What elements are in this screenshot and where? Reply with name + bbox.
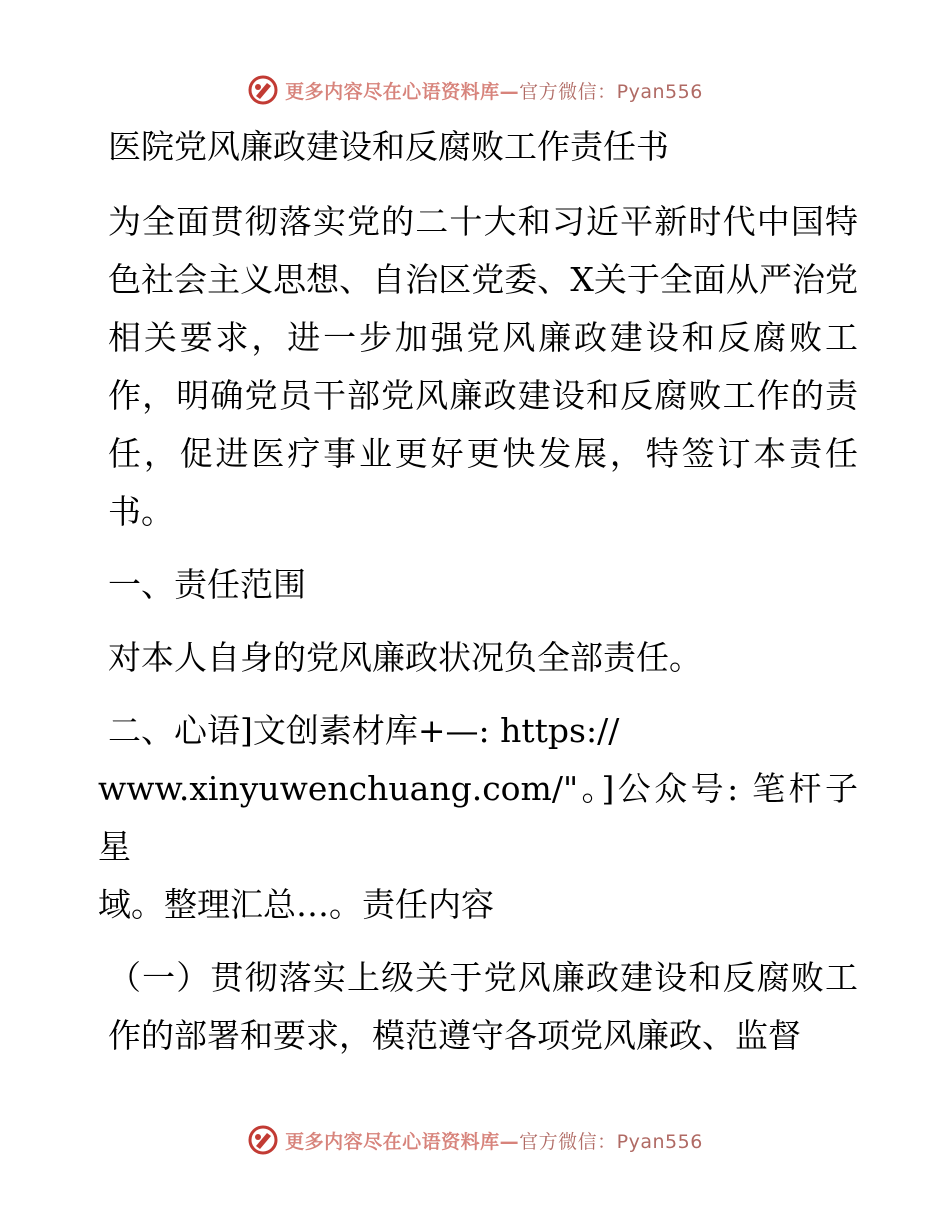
brand-logo-icon xyxy=(247,74,279,106)
document-body xyxy=(98,125,858,1080)
watermark-separator: — xyxy=(499,1130,520,1153)
watermark-separator: — xyxy=(499,80,520,103)
footer-watermark xyxy=(0,1120,950,1160)
watermark-brand: 更多内容尽在心语资料库 xyxy=(285,1130,500,1153)
section-2-heading xyxy=(98,702,858,934)
section-2-line-3: 域。整理汇总…。责任内容 xyxy=(98,885,494,924)
watermark-text xyxy=(285,77,703,104)
header-watermark xyxy=(0,70,950,110)
section-1-body: 对本人自身的党风廉政状况负全部责任。 xyxy=(108,638,702,677)
section-1-heading: 一、责任范围 xyxy=(108,565,306,604)
section-2-line-2: www.xinyuwenchuang.com/"。]公众号: 笔杆子星 xyxy=(98,769,858,866)
section-2-line-1: 二、心语]文创素材库+—: https:// xyxy=(108,711,620,750)
document-title: 医院党风廉政建设和反腐败工作责任书 xyxy=(108,127,669,166)
watermark-brand: 更多内容尽在心语资料库 xyxy=(285,80,500,103)
intro-paragraph: 为全面贯彻落实党的二十大和习近平新时代中国特色社会主义思想、自治区党委、X关于全面从严治党相关要求，进一步加强党风廉政建设和反腐败工作，明确党员干部党风廉政建设和反腐败工作的责任，促进医疗事业更好更快发展，特签订本责任书。 xyxy=(108,202,858,531)
brand-logo-icon xyxy=(247,1124,279,1156)
watermark-text xyxy=(285,1127,703,1154)
item-1-paragraph: （一）贯彻落实上级关于党风廉政建设和反腐败工作的部署和要求，模范遵守各项党风廉政、监督 xyxy=(108,958,858,1055)
watermark-wechat: 官方微信：Pyan556 xyxy=(519,1130,703,1153)
watermark-wechat: 官方微信：Pyan556 xyxy=(519,80,703,103)
